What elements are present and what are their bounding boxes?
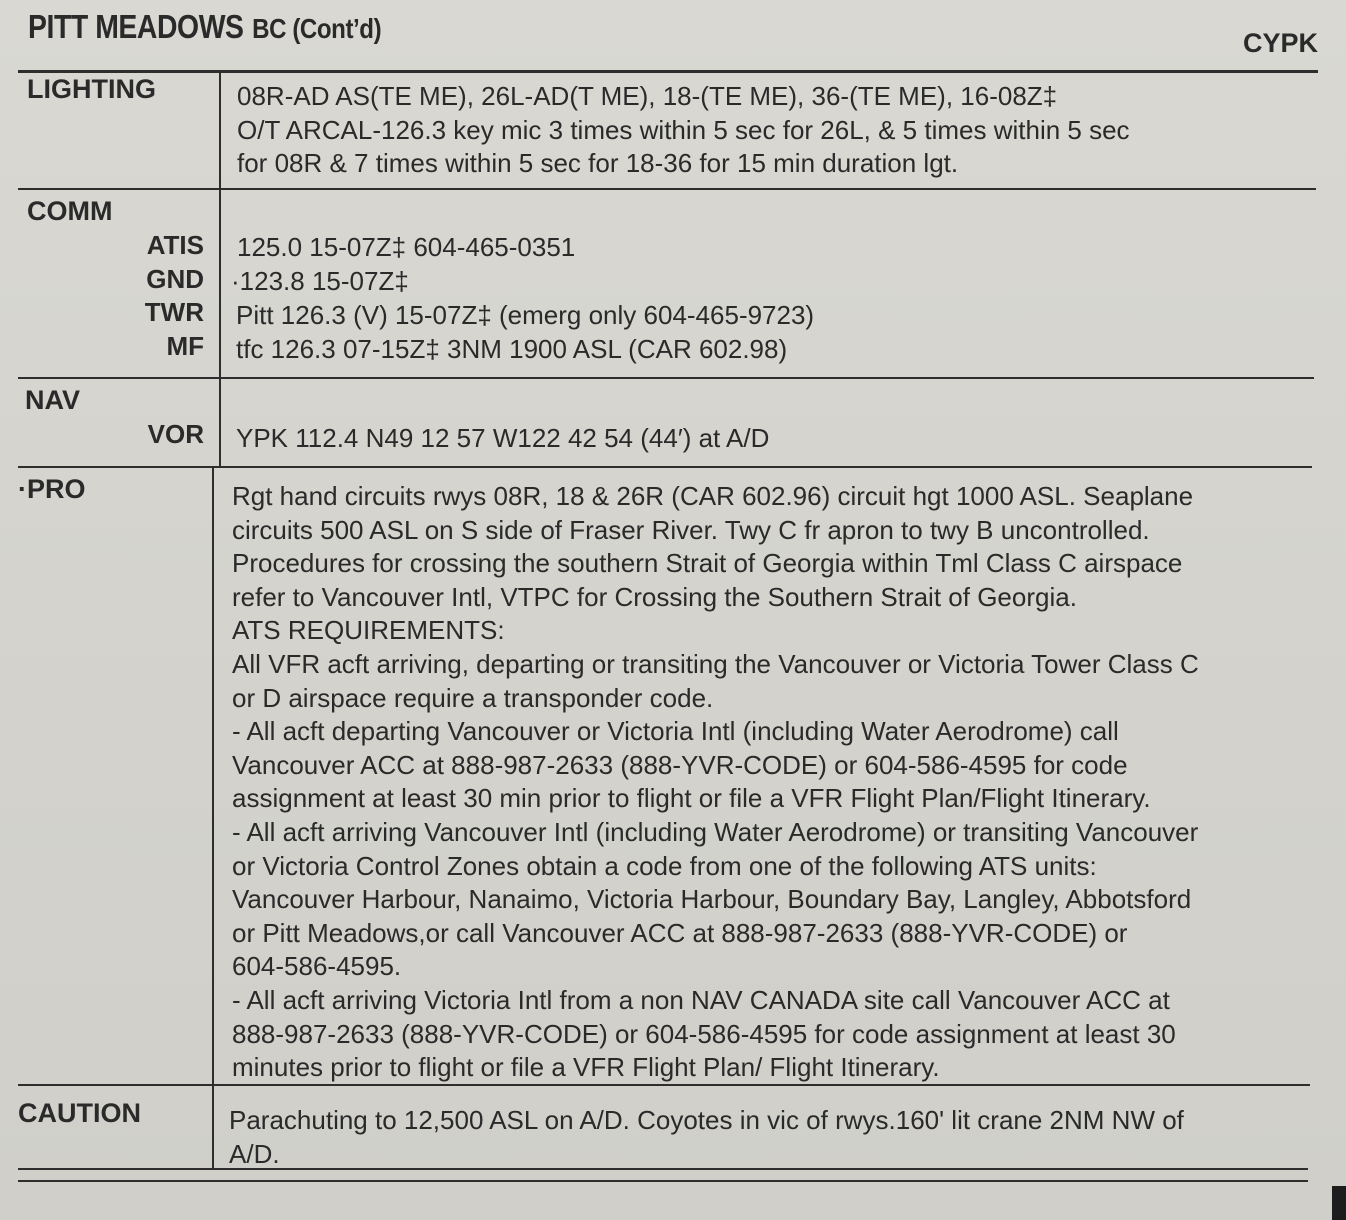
pro-line: Procedures for crossing the southern Strait of Georgia within Tml Class C airspace xyxy=(232,548,1183,579)
comm-gnd-value: ·123.8 15-07Z‡ xyxy=(231,266,409,296)
pro-line: or D airspace require a transponder code. xyxy=(232,682,714,713)
lighting-text xyxy=(237,80,1130,181)
page-subtitle: BC (Cont’d) xyxy=(252,13,382,44)
pro-line: - All acft arriving Vancouver Intl (including Water Aerodrome) or transiting Vancouver xyxy=(232,816,1199,847)
pro-line: refer to Vancouver Intl, VTPC for Crossing the Southern Strait of Georgia. xyxy=(232,581,1077,612)
pro-line: ATS REQUIREMENTS: xyxy=(232,615,505,646)
rule-after-comm xyxy=(18,377,1314,379)
airport-name: PITT MEADOWS xyxy=(28,8,244,45)
lighting-line: O/T ARCAL-126.3 key mic 3 times within 5 sec for 26L, & 5 times within 5 sec xyxy=(237,114,1130,145)
comm-mf-value: tfc 126.3 07-15Z‡ 3NM 1900 ASL (CAR 602.98) xyxy=(236,334,788,364)
nav-label: NAV xyxy=(25,385,81,415)
comm-twr-label: TWR xyxy=(144,297,204,327)
comm-gnd-label: GND xyxy=(146,264,204,294)
pro-line: Vancouver ACC at 888-987-2633 (888-YVR-CODE) or 604-586-4595 for code xyxy=(232,749,1128,780)
pro-line: Rgt hand circuits rwys 08R, 18 & 26R (CAR 602.96) circuit hgt 1000 ASL. Seaplane xyxy=(232,481,1194,511)
comm-label: COMM xyxy=(27,196,113,226)
pro-line: All VFR acft arriving, departing or transiting the Vancouver or Victoria Tower Class C xyxy=(232,648,1199,679)
column-divider-lower xyxy=(212,467,214,1169)
comm-twr-value: Pitt 126.3 (V) 15-07Z‡ (emerg only 604-465-9723) xyxy=(236,300,815,330)
pro-line: or Victoria Control Zones obtain a code from one of the following ATS units: xyxy=(232,850,1097,881)
rule-after-lighting xyxy=(18,188,1316,190)
pro-line: assignment at least 30 min prior to flight or file a VFR Flight Plan/Flight Itinerary. xyxy=(232,783,1151,814)
comm-atis-label: ATIS xyxy=(146,230,204,260)
pro-line: 888-987-2633 (888-YVR-CODE) or 604-586-4595 for code assignment at least 30 xyxy=(232,1018,1176,1049)
lighting-line: 08R-AD AS(TE ME), 26L-AD(T ME), 18-(TE ME), 36-(TE ME), 16-08Z‡ xyxy=(237,81,1058,111)
caution-label: CAUTION xyxy=(18,1098,141,1128)
bottom-rule-2 xyxy=(18,1180,1308,1182)
page-title xyxy=(28,8,381,46)
lighting-line: for 08R & 7 times within 5 sec for 18-36 for 15 min duration lgt. xyxy=(237,148,959,179)
top-rule xyxy=(18,70,1318,73)
comm-mf-label: MF xyxy=(166,331,204,361)
pro-line: - All acft departing Vancouver or Victoria Intl (including Water Aerodrome) call xyxy=(232,716,1119,747)
caution-line: Parachuting to 12,500 ASL on A/D. Coyotes in vic of rwys.160' lit crane 2NM NW of xyxy=(229,1105,1184,1135)
comm-atis-value: 125.0 15-07Z‡ 604-465-0351 xyxy=(237,232,576,262)
airport-identifier: CYPK xyxy=(1242,28,1318,58)
pro-line: or Pitt Meadows,or call Vancouver ACC at 888-987-2633 (888-YVR-CODE) or xyxy=(232,917,1128,948)
lighting-label: LIGHTING xyxy=(27,74,156,104)
pro-line: Vancouver Harbour, Nanaimo, Victoria Harbour, Boundary Bay, Langley, Abbotsford xyxy=(232,884,1192,915)
pro-line: - All acft arriving Victoria Intl from a non NAV CANADA site call Vancouver ACC at xyxy=(232,984,1170,1015)
caution-text xyxy=(229,1104,1184,1171)
caution-line: A/D. xyxy=(229,1138,280,1169)
pro-line: circuits 500 ASL on S side of Fraser River. Twy C fr apron to twy B uncontrolled. xyxy=(232,514,1150,545)
column-divider-upper xyxy=(219,72,221,467)
pro-line: 604-586-4595. xyxy=(232,951,402,982)
nav-vor-label: VOR xyxy=(147,419,204,449)
pro-line: minutes prior to flight or file a VFR Flight Plan/ Flight Itinerary. xyxy=(232,1052,940,1083)
page-edge-tab xyxy=(1332,1186,1346,1220)
nav-vor-value: YPK 112.4 N49 12 57 W122 42 54 (44′) at A/D xyxy=(236,423,770,453)
pro-label: ·PRO xyxy=(18,474,86,504)
pro-text xyxy=(232,480,1199,1085)
